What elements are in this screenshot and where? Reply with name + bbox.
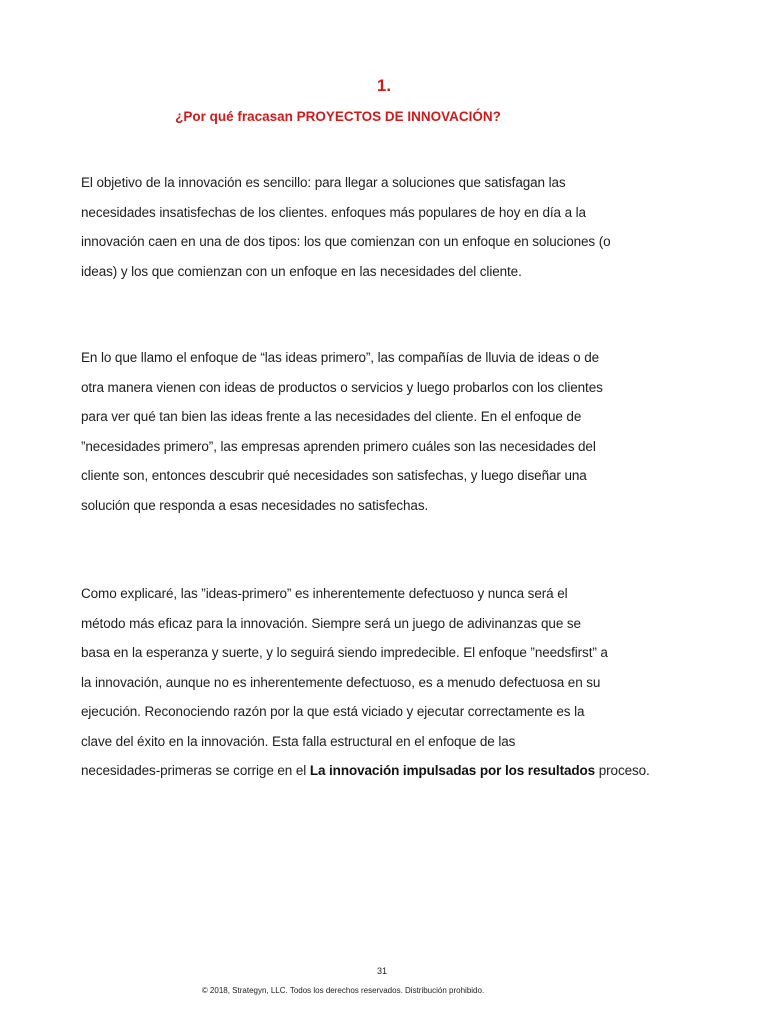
paragraph-line: cliente son, entonces descubrir qué necesidades son satisfechas, y luego diseñar una [81, 468, 587, 483]
paragraph-1 [81, 168, 721, 286]
paragraph-line: innovación caen en una de dos tipos: los que comienzan con un enfoque en soluciones (o [81, 234, 611, 249]
paragraph-line: necesidades insatisfechas de los clientes. enfoques más populares de hoy en día a la [81, 204, 586, 220]
paragraph-line: clave del éxito en la innovación. Esta falla estructural en el enfoque de las [81, 733, 516, 749]
paragraph-line: para ver qué tan bien las ideas frente a las necesidades del cliente. En el enfoque de [81, 409, 582, 424]
paragraph-last-line [81, 756, 721, 786]
paragraph-line: El objetivo de la innovación es sencillo: para llegar a soluciones que satisfagan las [81, 175, 566, 190]
paragraph-line: método más eficaz para la innovación. Siempre será un juego de adivinanzas que se [81, 615, 581, 631]
page-number: 31 [376, 966, 387, 976]
paragraph-line: ejecución. Reconociendo razón por la que está viciado y ejecutar correctamente es la [81, 704, 585, 719]
last-line-tail: proceso. [595, 763, 650, 778]
paragraph-line: basa en la esperanza y suerte, y lo seguirá siendo impredecible. El enfoque ”needsfirst” a [81, 645, 608, 660]
paragraph-line: ”necesidades primero”, las empresas aprenden primero cuáles son las necesidades del [81, 438, 596, 454]
paragraph-line: ideas) y los que comienzan con un enfoque en las necesidades del cliente. [81, 263, 522, 279]
paragraph-line: solución que responda a esas necesidades no satisfechas. [81, 497, 429, 513]
paragraph-2 [81, 343, 721, 520]
paragraph-line: En lo que llamo el enfoque de “las ideas primero”, las compañías de lluvia de ideas o de [81, 350, 600, 365]
paragraph-line: Como explicaré, las ”ideas-primero” es inherentemente defectuoso y nunca será el [81, 586, 568, 601]
chapter-number: 1. [376, 76, 392, 95]
last-line-lead: necesidades-primeras se corrige en el [81, 763, 310, 778]
paragraph-line: la innovación, aunque no es inherentemente defectuoso, es a menudo defectuosa en su [81, 674, 601, 690]
process-name-bold: La innovación impulsadas por los resultados [309, 763, 596, 778]
paragraph-line: otra manera vienen con ideas de productos o servicios y luego probarlos con los clientes [81, 379, 603, 395]
copyright-footer: © 2018, Strategyn, LLC. Todos los derechos reservados. Distribución prohibido. [201, 986, 485, 995]
chapter-title: ¿Por qué fracasan PROYECTOS DE INNOVACIÓN? [175, 109, 501, 124]
paragraph-3 [81, 579, 721, 786]
